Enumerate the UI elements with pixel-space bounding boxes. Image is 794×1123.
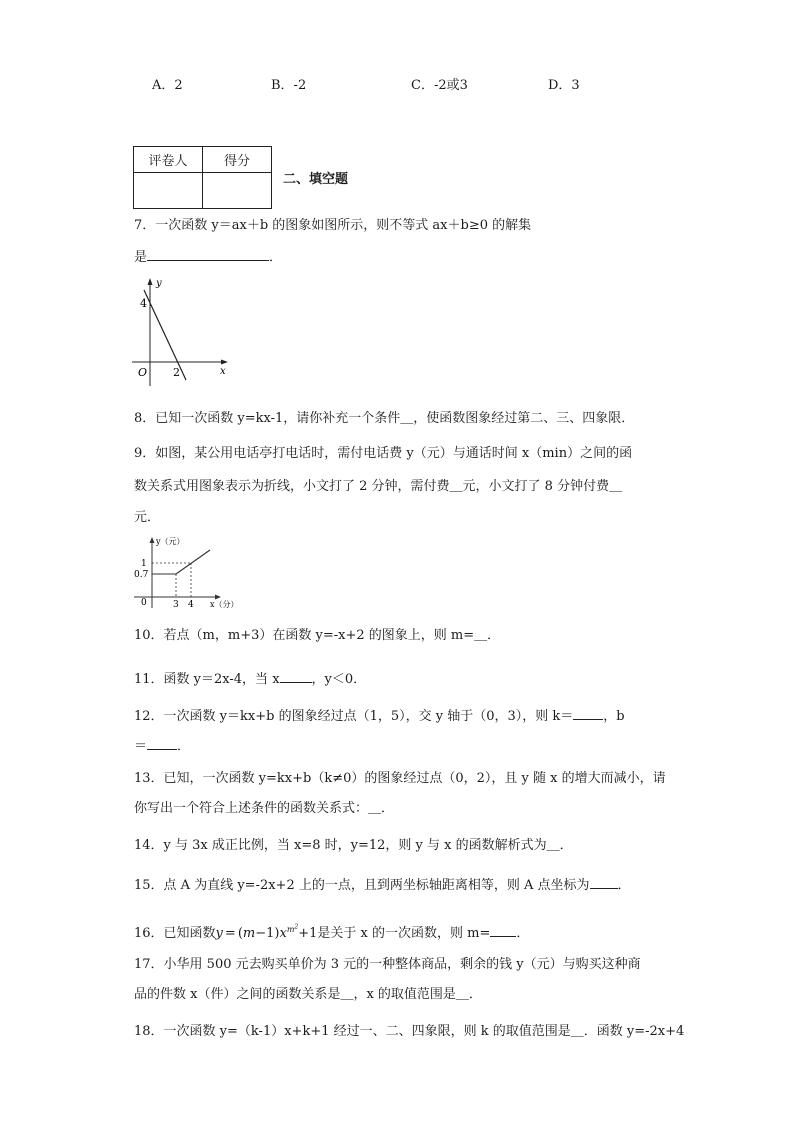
q7-blank[interactable] [147,248,269,261]
q12-text-c: ＝ [134,739,148,754]
q16-text-a: 16．已知函数 [134,925,216,941]
q12-text-b: ，b [603,709,625,724]
q11-text-a: 11．函数 y＝2x-4，当 x [134,672,280,687]
question-13-line2: 你写出一个符合上述条件的函数关系式：＿． [134,801,395,816]
question-12-line1 [134,707,625,725]
question-13-line1: 13．已知，一次函数 y=kx+b（k≠0）的图象经过点（0，2），且 y 随 x 的增大而减小，请 [134,771,666,786]
q11-text-b: ，y＜0． [311,672,367,687]
option-d: D．3 [548,78,580,93]
q16-formula: $y = (m-1)x^{m^2}+1$ [215,923,318,941]
x-axis-arrow [221,360,228,365]
q16-text-b: 是关于 x 的一次函数，则 m= [317,925,491,941]
q7-prefix: 是 [134,250,148,265]
question-10: 10．若点（m，m+3）在函数 y=-x+2 的图象上，则 m=＿． [134,628,501,643]
q11-blank[interactable] [280,670,312,683]
option-b: B．-2 [271,78,307,93]
question-7-line1: 7．一次函数 y＝ax＋b 的图象如图所示，则不等式 ax＋b≥0 的解集 [134,218,532,233]
question-9-line1: 9．如图，某公用电话亭打电话时，需付电话费 y（元）与通话时间 x（min）之间的函 [134,446,633,461]
option-a: A．2 [152,78,183,93]
graph1-x-intercept: 2 [173,366,180,379]
q12-blank-b[interactable] [147,737,177,750]
y-axis-arrow [148,278,153,285]
q12-blank-k[interactable] [573,707,603,720]
rising-segment [176,550,210,574]
graph1-origin: O [138,366,148,379]
question-12-line2 [134,737,190,755]
graph1-y-intercept: 4 [140,297,147,310]
question-7-line2 [134,248,282,266]
question-15 [134,876,631,894]
graph2-tick-4: 4 [188,600,194,610]
question-9-line2: 数关系式用图象表示为折线，小文打了 2 分钟，需付费＿元，小文打了 8 分钟付费＿ [134,479,623,494]
question-14: 14．y 与 3x 成正比例，当 x=8 时，y=12，则 y 与 x 的函数解析式为＿． [134,838,573,853]
graph-linear-function [130,276,230,388]
q12-text-d: ． [177,739,191,754]
question-17-line1: 17．小华用 500 元去购买单价为 3 元的一种整体商品，剩余的钱 y（元）与购买这种商 [134,957,641,972]
question-11 [134,670,366,688]
question-9-line3: 元． [134,510,161,525]
x-axis-arrow [215,595,221,600]
graph1-y-label: y [156,278,162,289]
score-header: 得分 [203,147,272,173]
q16-text-c: ． [516,925,530,941]
grader-cell[interactable] [134,173,203,209]
q15-text-b: ． [617,878,631,893]
graph-phone-fee [130,534,239,610]
q16-blank[interactable] [490,924,516,937]
grader-header: 评卷人 [134,147,203,173]
section-title: 二、填空题 [283,172,349,187]
q7-end: ． [269,250,283,265]
question-18: 18．一次函数 y=（k-1）x+k+1 经过一、二、四象限，则 k 的取值范围是＿．函数 y=-2x+4 [134,1024,685,1039]
y-axis-arrow [150,537,155,543]
graph1-x-label: x [220,366,226,377]
score-cell[interactable] [203,173,272,209]
graph2-tick-07: 0.7 [134,570,149,580]
question-17-line2: 品的件数 x（件）之间的函数关系是＿，x 的取值范围是＿． [134,987,482,1002]
question-16 [134,919,529,942]
graph2-origin: 0 [141,598,147,608]
question-8: 8．已知一次函数 y=kx-1，请你补充一个条件＿，使函数图象经过第二、三、四象限． [134,411,635,426]
graph2-tick-1: 1 [141,559,147,569]
score-table [133,146,272,209]
q12-text-a: 12．一次函数 y＝kx+b 的图象经过点（1，5），交 y 轴于（0，3），则 k＝ [134,709,574,724]
q15-text-a: 15．点 A 为直线 y=-2x+2 上的一点，且到两坐标轴距离相等，则 A 点坐标为 [134,878,590,893]
graph2-x-label: x（分） [210,600,239,609]
q15-blank[interactable] [590,876,618,889]
graph2-tick-3: 3 [173,600,179,610]
option-c: C．-2或3 [411,78,468,93]
graph2-y-label: y（元） [156,537,185,546]
